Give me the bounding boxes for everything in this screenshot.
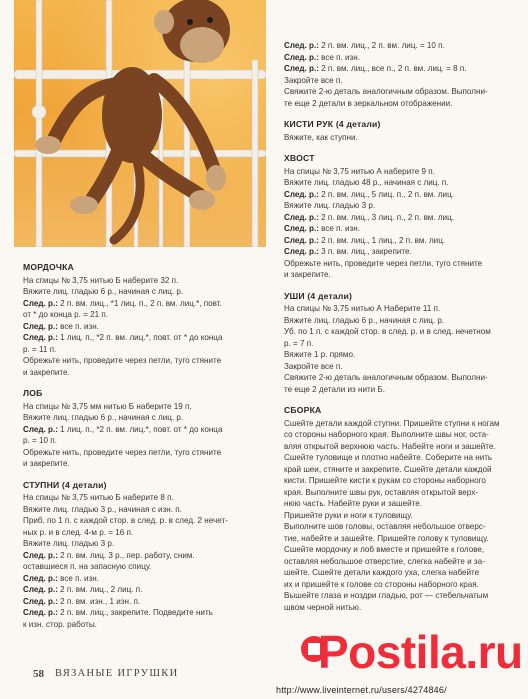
row-text: все п. изн. <box>57 321 99 331</box>
text-line: На спицы № 3,75 мм нитью Б наберите 19 п. <box>23 401 192 411</box>
text-line: Сшейте туловище и плотно набейте. Соберите на нить <box>284 453 493 462</box>
text-line: со стороны наборного края. Выполните швы ног, оста- <box>284 430 489 439</box>
page-number: 58 <box>33 668 44 680</box>
text-line: На спицы № 3,75 нитью А Наберите 11 п. <box>284 304 441 313</box>
text-line: их и пришейте к голове со стороны наборного края. <box>284 579 479 589</box>
text-line <box>284 223 502 235</box>
text-line: Закройте все п. <box>284 75 343 85</box>
section-body-kisti <box>284 132 502 144</box>
text-line: Приб. по 1 п. с каждой стор. в след. р. в след. 2 нечет- <box>23 516 228 525</box>
text-line: край шеи, стяните и закрепите. Сшейте детали каждой <box>284 464 492 474</box>
text-line: и закрепите. <box>23 459 70 468</box>
text-line: Свяжите 2-ю деталь аналогичным образом. Выполни- <box>284 373 488 382</box>
text-line <box>23 550 268 562</box>
text-line: На спицы № 3,75 нитью Б наберите 32 п. <box>23 275 179 285</box>
row-label: След. р.: <box>284 64 319 73</box>
row-text: все п. изн. <box>318 224 360 233</box>
text-line: кисти. Пришейте кисти к рукам со стороны наборного <box>284 476 486 485</box>
section-body-stupni <box>23 492 268 630</box>
row-text: 2 п. вм. лиц. 3 р., пер. работу, сним. <box>57 550 195 560</box>
text-line <box>284 246 502 258</box>
section-title-stupni: СТУПНИ (4 детали) <box>23 479 107 490</box>
text-line <box>284 235 502 247</box>
text-line: Свяжите 2-ю деталь аналогичным образом. Выполни- <box>284 87 488 96</box>
text-line <box>284 189 502 201</box>
text-line: Вяжите 1 р. прямо. <box>284 350 356 359</box>
row-label: След. р.: <box>23 596 58 606</box>
text-line <box>23 332 268 344</box>
text-line: и закрепите. <box>23 367 70 377</box>
text-line: к изн. стор. работы. <box>23 619 97 629</box>
text-line: вляя открытой верхнюю часть. Набейте ноги и зашейте. <box>284 441 496 451</box>
text-line <box>23 424 268 436</box>
text-line: Пришейте руки и ноги к туловищу. <box>284 510 413 520</box>
text-line <box>284 52 502 64</box>
section-title-mordochka: МОРДОЧКА <box>23 262 74 272</box>
text-line: Выполните шов головы, оставляя небольшое отверс- <box>284 522 486 531</box>
text-line: р. = 7 п. <box>284 338 314 348</box>
watermark-logo-text: Postila.ru <box>318 626 523 678</box>
text-line: края. Выполните швы рук, оставляя открытой верх- <box>284 487 478 497</box>
section-body-hvost <box>284 166 502 281</box>
section-title-hvost: ХВОСТ <box>284 153 315 163</box>
text-line: Вяжите лиц. гладью 3 р. <box>23 539 115 548</box>
book-title: ВЯЗАНЫЕ ИГРУШКИ <box>55 668 179 679</box>
text-line: Вяжите лиц. гладью 3 р., начиная с изн. п. <box>23 504 182 514</box>
row-label: След. р.: <box>284 52 319 62</box>
row-label: След. р.: <box>23 298 58 308</box>
text-line: Вышейте глаза и ноздри гладью, рот — стебельчатым <box>284 591 489 600</box>
text-line <box>23 298 268 310</box>
row-label: След. р.: <box>23 608 58 617</box>
text-line: Вяжите лиц. гладью 3 р. <box>284 201 376 210</box>
text-line: Обрежьте нить, проведите через петли, туго стяните <box>284 258 483 268</box>
row-label: След. р.: <box>284 247 319 256</box>
row-text: 3 п. вм. лиц., закрепите. <box>318 247 412 256</box>
text-line: швом черной нитью. <box>284 602 362 612</box>
row-label: След. р.: <box>23 321 58 331</box>
row-label: След. р.: <box>284 41 319 50</box>
row-text: 1 лиц. п., *2 п. вм. лиц.*, повт. от * до конца <box>57 333 223 342</box>
row-text: 2 п. вм. лиц., *1 лиц. п., 2 п. вм. лиц.*, повт. <box>57 298 222 308</box>
text-line <box>284 40 502 52</box>
row-text: 2 п. вм. лиц., 3 лиц. п., 2 п. вм. лиц. <box>318 212 454 222</box>
row-text: 2 п. вм. лиц., все п., 2 п. вм. лиц. = 8 п. <box>318 64 467 73</box>
text-line <box>23 584 268 596</box>
text-line: от * до конца р. = 21 п. <box>23 310 108 319</box>
row-text: 2 п. вм. лиц., 1 лиц., 2 п. вм. лиц. <box>318 235 446 245</box>
text-line: оставшиеся п. на запасную спицу. <box>23 562 152 571</box>
row-text: 2 п. вм. лиц., закрепите. Подведите нить <box>57 608 213 617</box>
row-label: След. р.: <box>23 424 58 434</box>
text-line: Вяжите лиц. гладью 6 р., начиная с лиц. р. <box>23 413 184 422</box>
text-line: и закрепите. <box>284 270 331 279</box>
row-text: 2 п. вм. лиц., 5 лиц. п., 2 п. вм. лиц. <box>318 189 454 199</box>
text-line: нюю часть. Набейте руки и зашейте. <box>284 499 422 508</box>
text-line: р. = 11 п. <box>23 344 57 354</box>
text-line: Обрежьте нить, проведите через петли, туго стяните <box>23 447 222 457</box>
text-line <box>23 607 268 619</box>
row-label: След. р.: <box>284 235 319 245</box>
text-line: шейте. Сшейте детали каждого уха, слегка набейте <box>284 568 480 577</box>
text-line: Обрежьте нить, проведите через петли, туго стяните <box>23 356 222 365</box>
knitted-monkey-illustration <box>14 0 266 247</box>
text-line: тие, набейте и зашейте. Пришейте голову к туловищу. <box>284 533 489 543</box>
watermark-url[interactable]: http://www.liveinternet.ru/users/4274846/ <box>276 685 447 695</box>
text-line: р. = 10 п. <box>23 436 57 445</box>
section-body-sborka <box>284 418 502 614</box>
section-body-mordochka <box>23 275 268 379</box>
row-label: След. р.: <box>284 212 319 222</box>
row-text: все п. изн. <box>57 573 99 583</box>
text-line: Сшейте детали каждой ступни. Пришейте ступни к ногам <box>284 418 500 428</box>
row-label: След. р.: <box>23 585 58 594</box>
text-line: те еще 2 детали в зеркальном отображении. <box>284 98 453 108</box>
section-body-lob <box>23 401 268 470</box>
row-text: 2 п. вм. изн., 1 изн. п. <box>57 596 141 606</box>
text-line <box>23 596 268 608</box>
row-label: След. р.: <box>23 573 58 583</box>
text-line <box>284 63 502 75</box>
text-line: Закройте все п. <box>284 361 343 371</box>
text-line: Вяжите, как ступни. <box>284 132 358 142</box>
row-label: След. р.: <box>284 224 319 233</box>
text-line <box>284 212 502 224</box>
text-line: ных р. и в след. 4-м р. = 16 п. <box>23 527 134 537</box>
text-line: На спицы № 3,75 нитью Б наберите 8 п. <box>23 493 174 502</box>
row-text: все п. изн. <box>318 52 360 62</box>
text-line: те еще 2 детали из нити Б. <box>284 384 386 394</box>
text-line: Вяжите лиц. гладью 6 р., начиная с лиц. р. <box>284 315 445 325</box>
row-text: 1 лиц. п., *2 п. вм. лиц.*, повт. от * до конца <box>57 424 223 434</box>
text-line <box>23 321 268 333</box>
row-label: След. р.: <box>23 333 58 342</box>
section-body-continued <box>284 40 502 109</box>
left-column <box>23 262 268 630</box>
text-line <box>23 573 268 585</box>
section-title-lob: ЛОБ <box>23 388 43 398</box>
right-column <box>284 40 502 613</box>
text-line: Вяжите лиц. гладью 48 р., начиная с лиц. п. <box>284 178 449 187</box>
text-line: Сшейте мордочку и лоб вместе и пришейте к голове, <box>284 545 485 554</box>
section-title-kisti: КИСТИ РУК (4 детали) <box>284 119 381 129</box>
row-text: 2 п. вм. лиц., 2 п. вм. лиц. = 10 п. <box>318 41 445 50</box>
section-body-ushi <box>284 303 502 395</box>
row-text: 2 п. вм. лиц., 2 лиц. п. <box>57 585 143 594</box>
text-line: Уб. по 1 п. с каждой стор. в след. р. и в след. нечетном <box>284 327 491 336</box>
text-line: На спицы № 3,75 нитью А наберите 9 п. <box>284 166 435 176</box>
section-title-ushi: УШИ (4 детали) <box>284 290 353 301</box>
text-line: оставляя небольшое отверстие, слегка набейте и за- <box>284 556 485 566</box>
text-line: Вяжите лиц. гладью 6 р., начиная с лиц. р. <box>23 287 184 296</box>
row-label: След. р.: <box>23 550 58 560</box>
section-title-sborka: СБОРКА <box>284 405 322 415</box>
monkey-photo <box>14 0 266 247</box>
row-label: След. р.: <box>284 189 319 199</box>
